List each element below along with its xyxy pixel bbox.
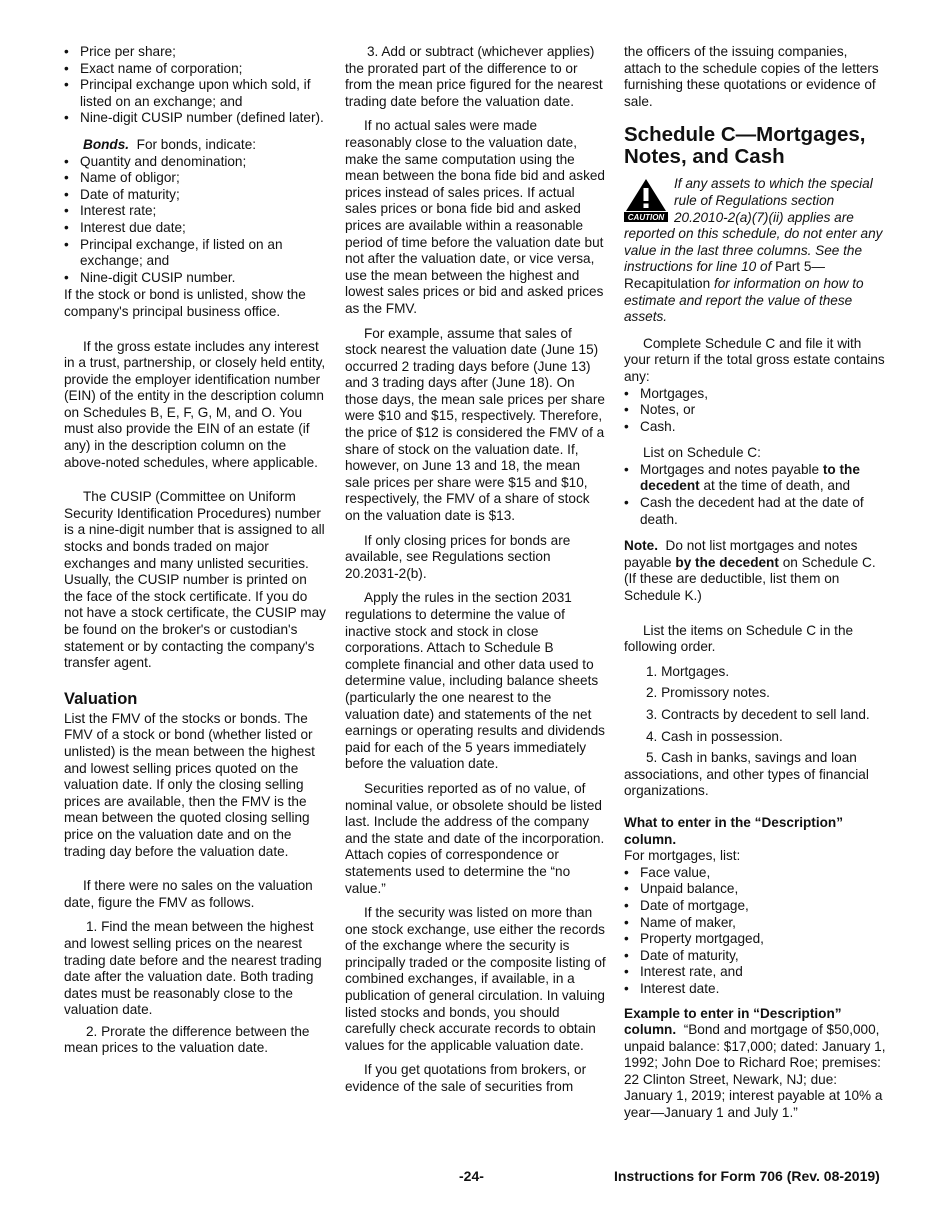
list-item: • Principal exchange upon which sold, if listed on an exchange; and — [64, 77, 327, 110]
caution-text: If any assets to which the special rule of Regulations section 20.2010-2(a)(7)(ii) applies are reported on this schedule, do not enter any value in the last three columns. See the instructions for line 10 of — [624, 176, 883, 275]
schedule-c-heading: Schedule C—Mortgages, Notes, and Cash — [624, 123, 866, 169]
page-number: -24- — [459, 1168, 484, 1184]
list-item: • Face value, — [624, 865, 886, 882]
list-item — [624, 462, 886, 495]
valuation-heading: Valuation — [64, 689, 138, 708]
list-text: Mortgages and notes payable — [640, 461, 820, 477]
list-item: • Interest date. — [624, 981, 886, 998]
paragraph: List the FMV of the stocks or bonds. The FMV of a stock or bond (whether listed or unlisted) is the mean between the highest and lowest selling prices quoted on the valuation date. If only the closing selling prices are available, then the FMV is the mean between the quoted closing selling price on the valuation date and on the trading day before the valuation date. — [64, 710, 315, 859]
list-item: • Name of maker, — [624, 915, 886, 932]
numbered-item: 5. Cash in banks, savings and loan associations, and other types of financial organizations. — [624, 750, 869, 799]
paragraph: If no actual sales were made reasonably close to the valuation date, make the same computation using the mean between the bona fide bid and asked prices instead of sales prices. If actual sales prices or bona fide bid and asked prices are available within a reasonable period of time before the valuation date but not after the valuation date, or vice versa, use the mean between the highest and lowest sales prices or bid and asked prices as the FMV. — [345, 118, 605, 316]
paragraph: For example, assume that sales of stock nearest the valuation date (June 15) occurred 2 trading days before (June 13) and 3 trading days after (June 18). On those days, the mean sale prices per share were $10 and $15, respectively. Therefore, the price of $12 is considered the FMV of a share of stock on the valuation date. If, however, on June 13 and 18, the mean sale prices per share were $15 and $10, respectively, the FMV of a share of stock on the valuation date is $13. — [345, 325, 605, 524]
list-item: • Mortgages, — [624, 386, 886, 403]
bonds-intro-text: For bonds, indicate: — [136, 136, 257, 152]
list-item: • Date of mortgage, — [624, 898, 886, 915]
paragraph: If the stock or bond is unlisted, show the company's principal business office. — [64, 287, 306, 319]
numbered-item: 2. Promissory notes. — [646, 685, 770, 701]
list-item: • Cash the decedent had at the date of death. — [624, 495, 886, 528]
document-title: Instructions for Form 706 (Rev. 08-2019) — [614, 1168, 880, 1184]
numbered-item: 2. Prorate the difference between the mean prices to the valuation date. — [64, 1023, 310, 1056]
paragraph: Complete Schedule C and file it with your return if the total gross estate contains any: — [624, 335, 885, 384]
paragraph: If the gross estate includes any interest in a trust, partnership, or closely held entity, provide the employer identification number (EIN) of the entity in the description column on Schedules B, E, F, G, M, and O. You must also provide the EIN of an estate (if any) in the description column on the above-noted schedules, where applicable. — [64, 338, 326, 470]
list-item: • Property mortgaged, — [624, 931, 886, 948]
list-item: • Exact name of corporation; — [64, 61, 327, 78]
caution-icon — [624, 178, 668, 222]
list-item: • Notes, or — [624, 402, 886, 419]
note-label: Note. — [624, 538, 658, 554]
note-text-bold: by the decedent — [675, 554, 779, 570]
example-paragraph — [624, 1006, 886, 1122]
caution-label: CAUTION — [627, 213, 665, 223]
column-3 — [624, 44, 886, 1130]
list-item: • Name of obligor; — [64, 170, 327, 187]
column-2 — [345, 44, 607, 1104]
list-item: • Principal exchange, if listed on an exchange; and — [64, 237, 327, 270]
list-item: • Interest rate, and — [624, 964, 886, 981]
description-subheading: For mortgages, list: — [624, 848, 741, 864]
paragraph: If only closing prices for bonds are available, see Regulations section 20.2031-2(b). — [345, 532, 571, 581]
list-item: • Date of maturity, — [624, 948, 886, 965]
list-item: • Nine-digit CUSIP number. — [64, 270, 327, 287]
list-item: • Interest rate; — [64, 203, 327, 220]
list-item: • Interest due date; — [64, 220, 327, 237]
paragraph: List the items on Schedule C in the following order. — [624, 622, 854, 655]
list-item: • Cash. — [624, 419, 886, 436]
paragraph: Apply the rules in the section 2031 regulations to determine the value of inactive stock and stock in close corporations. Attach to Schedule B complete financial and other data used to determine value, including balance sheets (particularly the one nearest to the valuation date) and statements of the net earnings or operating results and dividends paid for each of the 5 years immediately before the valuation date. — [345, 590, 605, 772]
numbered-item: 3. Contracts by decedent to sell land. — [646, 707, 870, 722]
list-text: at the time of death, and — [703, 478, 851, 494]
note-text: on Schedule C. (If these are deductible, list them on Schedule K.) — [624, 554, 876, 604]
description-heading: What to enter in the “Description” column. — [624, 814, 844, 847]
caution-link: Part 5—Recapitulation — [624, 259, 825, 291]
bonds-heading: Bonds. — [83, 136, 130, 152]
paragraph: List on Schedule C: — [643, 445, 761, 461]
note-paragraph — [624, 538, 886, 604]
numbered-item: 1. Mortgages. — [646, 663, 730, 679]
list-text-bold: to the decedent — [640, 461, 860, 494]
list-item: • Price per share; — [64, 44, 327, 61]
list-item: • Unpaid balance, — [624, 881, 886, 898]
paragraph: If there were no sales on the valuation date, figure the FMV as follows. — [64, 878, 313, 910]
list-item: • Date of maturity; — [64, 187, 327, 204]
paragraph: the officers of the issuing companies, attach to the schedule copies of the letters furnishing these quotations or evidence of sale. — [624, 44, 879, 109]
numbered-item: 4. Cash in possession. — [646, 728, 783, 744]
paragraph: If you get quotations from brokers, or evidence of the sale of securities from — [345, 1062, 587, 1095]
list-item: • Nine-digit CUSIP number (defined later). — [64, 110, 327, 127]
numbered-item: 1. Find the mean between the highest and lowest selling prices on the nearest trading date before and the nearest trading date after the valuation date. Both trading dates must be reasonably close to the valuation date. — [64, 919, 322, 1018]
paragraph: If the security was listed on more than one stock exchange, use either the records of the exchange where the security is principally traded or the composite listing of combined exchanges, if available, in a publication of general circulation. In valuing listed stocks and bonds, you should carefully check accurate records to obtain values for the applicable valuation date. — [345, 905, 606, 1053]
bonds-intro — [64, 137, 327, 154]
paragraph: Securities reported as of no value, of nominal value, or obsolete should be listed last. Include the address of the company and the state and date of the incorporation. Attach copies of correspondence or statements used to determine the “no value.” — [345, 780, 605, 896]
caution-text: for information on how to estimate and report the value of these assets. — [624, 275, 864, 325]
caution-note — [624, 176, 886, 325]
example-text: “Bond and mortgage of $50,000, unpaid balance: $17,000; dated: January 1, 1992; John Doe to Richard Roe; premises: 22 Clinton Street, Newark, NJ; due: January 1, 2019; interest payable at 10% a year—January 1 and July 1.” — [624, 1022, 886, 1121]
paragraph: The CUSIP (Committee on Uniform Security Identification Procedures) number is a nine-digit number that is assigned to all stocks and bonds traded on major exchanges and many unlisted securities. Usually, the CUSIP number is printed on the face of the stock certificate. If you do not have a stock certificate, the CUSIP may be found on the broker's or custodian's statement or by contacting the company's transfer agent. — [64, 489, 326, 671]
numbered-item: 3. Add or subtract (whichever applies) the prorated part of the difference to or from the mean price figured for the nearest trading date before the valuation date. — [345, 44, 603, 109]
example-heading: Example to enter in “Description” column. — [624, 1005, 842, 1038]
column-1 — [64, 44, 327, 1062]
note-text: Do not list mortgages and notes payable — [624, 538, 858, 570]
list-item: • Quantity and denomination; — [64, 154, 327, 171]
